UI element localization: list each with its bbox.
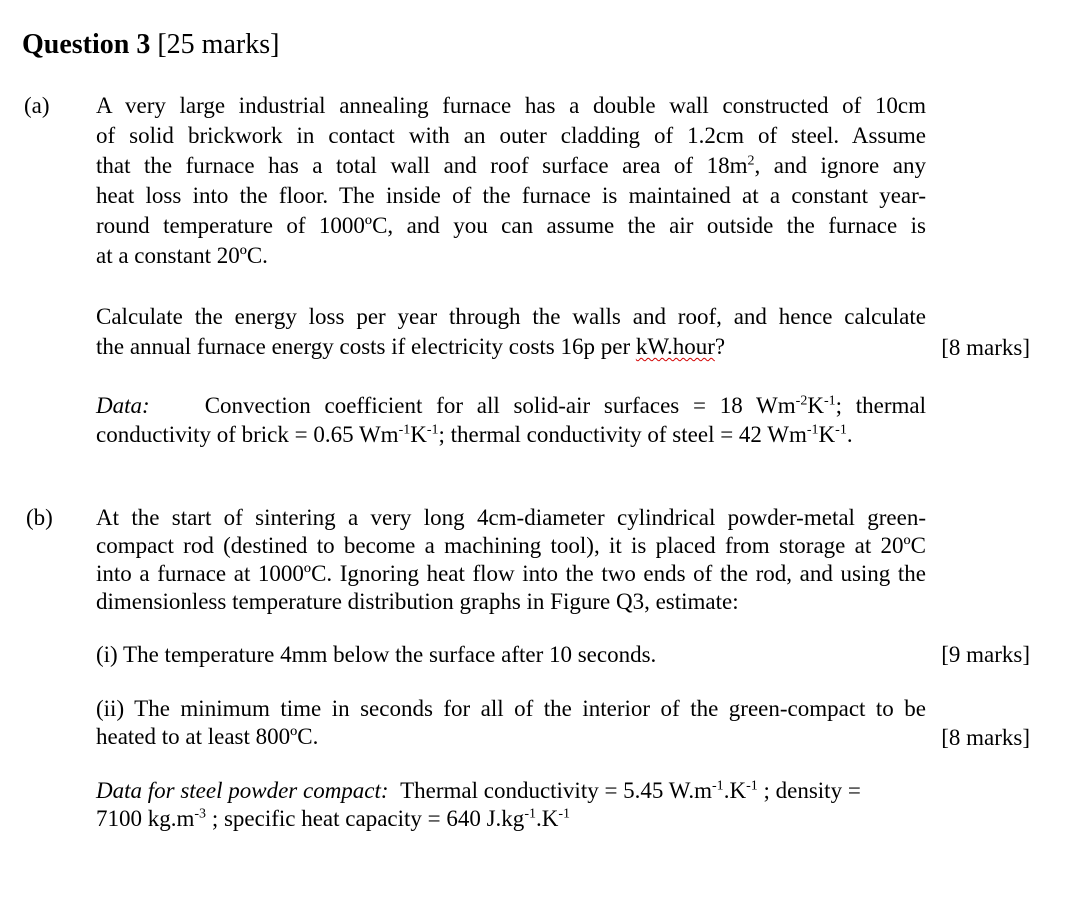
text-line: that the furnace has a total wall and roof surface area of $18m^2$, and ignore any xyxy=(96,153,926,178)
text-line: heat loss into the floor. The inside of the furnace is maintained at a constant year- xyxy=(96,183,926,208)
text-line: at a constant 20ºC. xyxy=(96,243,268,268)
text-line: the annual furnace energy costs if electricity costs 16p per kW.hour? xyxy=(96,334,726,359)
part-a-marks: [8 marks] xyxy=(941,335,1030,360)
text-line: At the start of sintering a very long 4cm-diameter cylindrical powder-metal green- xyxy=(96,505,926,530)
part-b-sub-i-marks: [9 marks] xyxy=(941,642,1030,667)
question-title xyxy=(22,27,279,63)
text-line: conductivity of brick = 0.65 $Wm^{-1}K^{-1}$; thermal conductivity of steel = 42 $Wm^{-1}K^{-1}$. xyxy=(96,422,853,447)
question-number: Question 3 xyxy=(22,29,151,60)
text-line: Calculate the energy loss per year through the walls and roof, and hence calculate xyxy=(96,304,926,329)
part-a-label: (a) xyxy=(24,93,50,118)
text-line: compact rod (destined to become a machining tool), it is placed from storage at 20ºC xyxy=(96,533,926,558)
text-line: A very large industrial annealing furnace has a double wall constructed of 10cm xyxy=(96,93,926,118)
part-b-data xyxy=(96,777,926,833)
part-b-problem-text xyxy=(96,504,926,616)
data-label: Data for steel powder compact: xyxy=(96,778,389,803)
part-b-sub-ii xyxy=(96,695,926,751)
part-a-task-text xyxy=(96,302,926,362)
text-line: round temperature of 1000ºC, and you can assume the air outside the furnace is xyxy=(96,213,926,238)
part-a-problem-text xyxy=(96,91,926,271)
part-b-sub-i xyxy=(96,640,926,670)
part-b-sub-ii-marks: [8 marks] xyxy=(941,725,1030,750)
text-line: into a furnace at 1000ºC. Ignoring heat flow into the two ends of the rod, and using the xyxy=(96,561,926,586)
text-line: dimensionless temperature distribution graphs in Figure Q3, estimate: xyxy=(96,589,739,614)
text-line: (i) The temperature 4mm below the surface after 10 seconds. xyxy=(96,642,657,667)
text-line: of solid brickwork in contact with an outer cladding of 1.2cm of steel. Assume xyxy=(96,123,926,148)
text-line: (ii) The minimum time in seconds for all of the interior of the green-compact to be xyxy=(96,696,926,721)
text-line: heated to at least 800ºC. xyxy=(96,724,319,749)
text-line: Data: Convection coefficient for all solid-air surfaces = 18 $Wm^{-2}K^{-1}$; thermal xyxy=(96,393,927,418)
spellcheck-flagged-word: kW.hour xyxy=(635,334,715,359)
text-line: 7100 $kg.m^{-3}$ ; specific heat capacity = 640 $J.kg^{-1}.K^{-1}$ xyxy=(96,806,571,831)
question-total-marks: [25 marks] xyxy=(157,29,280,60)
part-b-label: (b) xyxy=(26,505,53,530)
text-line: Data for steel powder compact: Thermal conductivity = 5.45 $W.m^{-1}.K^{-1}$ ; density = xyxy=(96,778,861,803)
part-a-data xyxy=(96,391,926,449)
data-label: Data: xyxy=(96,393,150,418)
